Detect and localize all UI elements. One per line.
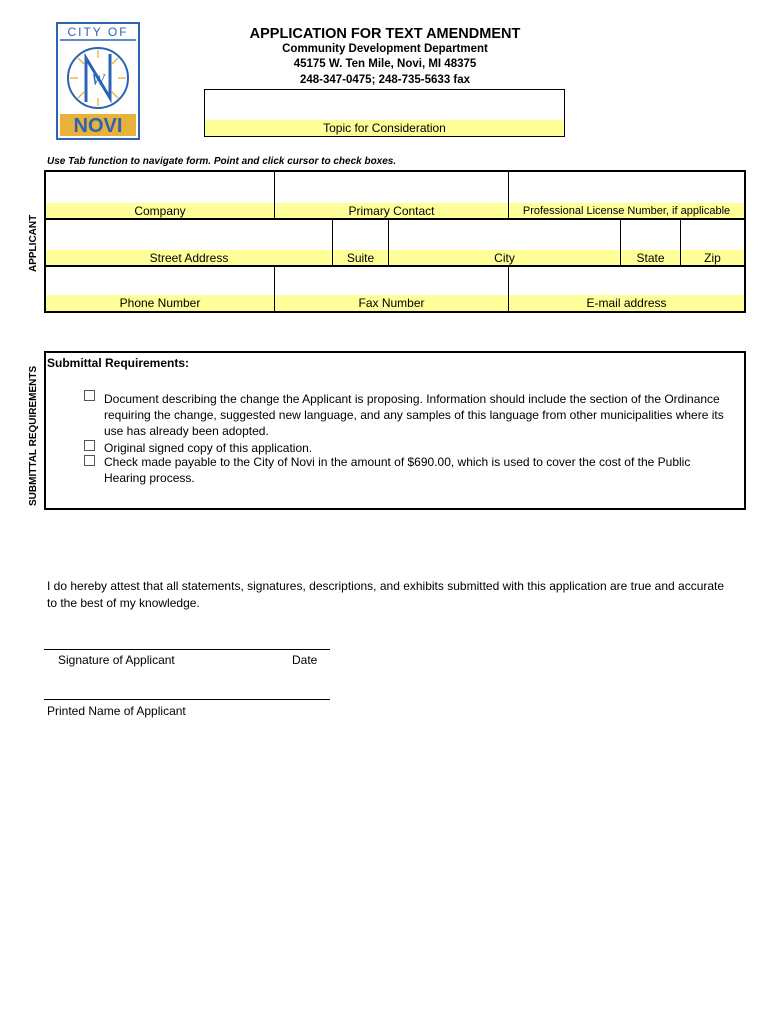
printed-name-line[interactable] bbox=[44, 699, 330, 700]
fax-number-label: Fax Number bbox=[275, 295, 508, 311]
department-address: 45175 W. Ten Mile, Novi, MI 48375 bbox=[293, 58, 477, 70]
signature-label: Signature of Applicant bbox=[58, 653, 175, 667]
primary-contact-cell bbox=[275, 172, 508, 219]
phone-cell bbox=[46, 267, 274, 311]
requirement-checkbox-3[interactable] bbox=[84, 455, 95, 466]
signature-line[interactable] bbox=[44, 649, 330, 650]
instruction-text: Use Tab function to navigate form. Point and click cursor to check boxes. bbox=[47, 156, 397, 167]
email-input[interactable] bbox=[509, 267, 744, 295]
primary-contact-input[interactable] bbox=[275, 172, 508, 203]
date-label: Date bbox=[292, 653, 318, 667]
state-cell bbox=[621, 220, 680, 266]
state-input[interactable] bbox=[621, 220, 680, 250]
license-number-input[interactable] bbox=[509, 172, 744, 203]
license-cell bbox=[509, 172, 744, 219]
street-address-input[interactable] bbox=[46, 220, 332, 250]
submittal-heading: Submittal Requirements: bbox=[47, 356, 190, 370]
topic-field-box bbox=[204, 89, 565, 137]
email-label: E-mail address bbox=[509, 295, 744, 311]
state-label: State bbox=[621, 250, 680, 266]
svg-text:W: W bbox=[91, 72, 105, 89]
printed-name-label: Printed Name of Applicant bbox=[47, 704, 186, 718]
company-label: Company bbox=[46, 203, 274, 219]
requirement-text-2: Original signed copy of this application. bbox=[104, 441, 313, 455]
requirement-text-1: Document describing the change the Applicant is proposing. Information should include the section of the Ordinance requiring the change, suggested new language, and any samples of this language from other municipalities where its use has already been adopted. bbox=[104, 392, 724, 438]
city-input[interactable] bbox=[389, 220, 620, 250]
zip-cell bbox=[681, 220, 744, 266]
requirement-checkbox-2[interactable] bbox=[84, 440, 95, 451]
city-label: City bbox=[389, 250, 620, 266]
license-label: Professional License Number, if applicable bbox=[509, 203, 744, 219]
applicant-section-label: APPLICANT bbox=[28, 214, 39, 272]
street-address-label: Street Address bbox=[46, 250, 332, 266]
company-cell bbox=[46, 172, 274, 219]
fax-number-input[interactable] bbox=[275, 267, 508, 295]
attestation-text: I do hereby attest that all statements, signatures, descriptions, and exhibits submitted with this application are true and accurate to the best of my knowledge. bbox=[47, 579, 725, 610]
city-cell bbox=[389, 220, 620, 266]
form-title: APPLICATION FOR TEXT AMENDMENT bbox=[249, 26, 521, 42]
phone-number-input[interactable] bbox=[46, 267, 274, 295]
city-logo bbox=[56, 22, 140, 140]
department-name: Community Development Department bbox=[282, 43, 488, 55]
topic-label: Topic for Consideration bbox=[205, 120, 564, 136]
suite-input[interactable] bbox=[333, 220, 388, 250]
zip-input[interactable] bbox=[681, 220, 744, 250]
company-input[interactable] bbox=[46, 172, 274, 203]
requirement-text-3: Check made payable to the City of Novi in the amount of $690.00, which is used to cover the cost of the Public Hearing process. bbox=[104, 455, 691, 485]
email-cell bbox=[509, 267, 744, 311]
topic-input[interactable] bbox=[205, 90, 564, 120]
logo-bottom-text: NOVI bbox=[73, 115, 123, 137]
suite-cell bbox=[333, 220, 388, 266]
submittal-section-label: SUBMITTAL REQUIREMENTS bbox=[28, 365, 39, 506]
logo-top-text: CITY OF bbox=[67, 25, 129, 39]
primary-contact-label: Primary Contact bbox=[275, 203, 508, 219]
street-cell bbox=[46, 220, 332, 266]
suite-label: Suite bbox=[333, 250, 388, 266]
phone-number-label: Phone Number bbox=[46, 295, 274, 311]
zip-label: Zip bbox=[681, 250, 744, 266]
department-phone: 248-347-0475; 248-735-5633 fax bbox=[299, 74, 471, 86]
fax-cell bbox=[275, 267, 508, 311]
applicant-section bbox=[44, 170, 746, 313]
requirement-checkbox-1[interactable] bbox=[84, 390, 95, 401]
